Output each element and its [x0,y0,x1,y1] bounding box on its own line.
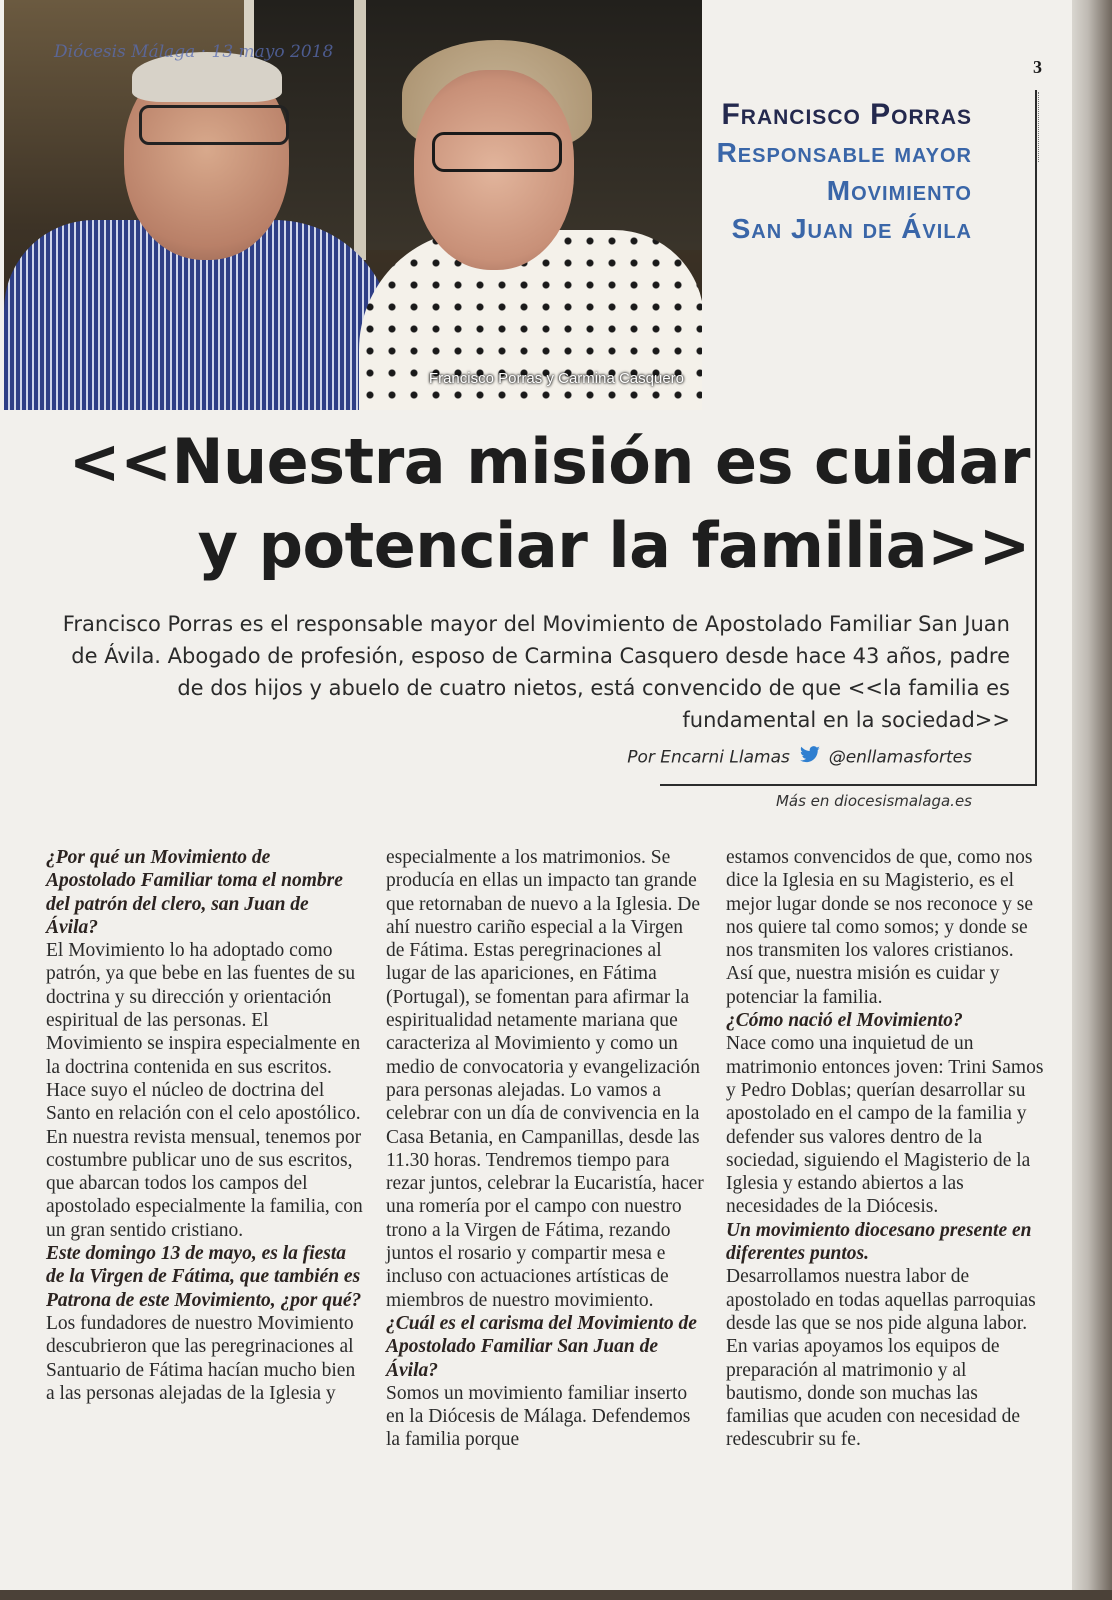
kicker-role-1: Responsable mayor [716,137,972,168]
answer-5: Desarrollamos nuestra labor de apostolado en todas aquellas parroquias desde las que se nos pide alguna labor. En varias apoyamos los equipos de preparación al matrimonio y al bautismo, donde son muchas las familias que acuden con necesidad de redescubrir su fe. [726,1266,1036,1451]
kicker-role-2: Movimiento [826,175,972,206]
frame-vertical-rule [1035,90,1037,785]
column-1 [46,846,364,1405]
headline-line-1: <<Nuestra misión es cuidar [68,425,1030,498]
photo-caption: Francisco Porras y Carmina Casquero [428,370,684,387]
frame-horizontal-rule [660,784,1037,786]
answer-4: Nace como una inquietud de un matrimonio entonces joven: Trini Samos y Pedro Doblas; querían desarrollar su apostolado en el campo de la familia y defender sus valores dentro de la sociedad, siguiendo el Magisterio de la Iglesia y estando abiertos a las necesidades de la Diócesis. [726,1033,1044,1218]
answer-2: Los fundadores de nuestro Movimiento descubrieron que las peregrinaciones al Santuario de Fátima hacían mucho bien a las personas alejadas de la Iglesia y [46,1312,356,1404]
byline [627,746,972,769]
answer-3: Somos un movimiento familiar inserto en la Diócesis de Málaga. Defendemos la familia porque [386,1382,691,1451]
page-bottom-edge [0,1590,1112,1600]
headline [50,420,1030,588]
answer-2-continued: especialmente a los matrimonios. Se producía en ellas un impacto tan grande que retornaban de nuevo a la Iglesia. De ahí nuestro cariño especial a la Virgen de Fátima. Estas peregrinaciones al lugar de las apariciones, en Fátima (Portugal), se fomentan para afirmar la espiritualidad netamente mariana que caracteriza al Movimiento y como un medio de convocatoria y evangelización para personas alejadas. Lo vamos a celebrar con un día de convivencia en la Casa Betania, en Campanillas, desde las 11.30 horas. Tendremos tiempo para rezar juntos, celebrar la Eucaristía, hacer una romería por el campo con nuestro trono a la Virgen de Fátima, rezando juntos el rosario y compartir mesa e incluso con actuaciones artísticas de miembros de nuestro movimiento. [386,847,704,1311]
page-edge [1072,0,1112,1600]
photo [4,0,702,410]
more-link[interactable]: Más en diocesismalaga.es [775,792,972,810]
question-5: Un movimiento diocesano presente en diferentes puntos. [726,1219,1032,1265]
question-1: ¿Por qué un Movimiento de Apostolado Familiar toma el nombre del patrón del clero, san Juan de Ávila? [46,847,343,938]
answer-1: El Movimiento lo ha adoptado como patrón, ya que bebe en las fuentes de su doctrina y su dirección y orientación espiritual de las personas. El Movimiento se inspira especialmente en la doctrina contenida en sus escritos. Hace suyo el núcleo de doctrina del Santo en relación con el celo apostólico. En nuestra revista mensual, tenemos por costumbre publicar uno de sus escritos, que abarcan todos los campos del apostolado especialmente la familia, con un gran sentido cristiano. [46,940,363,1241]
column-2 [386,846,704,1452]
answer-3-continued: estamos convencidos de que, como nos dice la Iglesia en su Magisterio, es el mejor lugar donde se nos reconoce y se nos quiere tal como somos; y donde se nos transmiten los valores cristianos. Así que, nuestra misión es cuidar y potenciar la familia. [726,847,1034,1008]
lede: Francisco Porras es el responsable mayor del Movimiento de Apostolado Familiar San Juan de Ávila. Abogado de profesión, esposo de Carmina Casquero desde hace 43 años, padre de dos hijos y abuelo de cuatro nietos, está convencido de que <<la familia es fundamental en la sociedad>> [62,612,1010,732]
kicker-role-3: San Juan de Ávila [731,213,972,244]
question-4: ¿Cómo nació el Movimiento? [726,1010,963,1032]
section-kicker [717,96,972,248]
photo-masthead: Diócesis Málaga · 13 mayo 2018 [54,42,334,62]
twitter-bird-icon[interactable] [799,746,821,769]
byline-author: Por Encarni Llamas [627,747,790,768]
byline-handle[interactable]: @enllamasfortes [828,747,972,768]
column-3 [726,846,1044,1452]
question-3: ¿Cuál es el carisma del Movimiento de Apostolado Familiar San Juan de Ávila? [386,1312,697,1381]
page-number: 3 [1033,57,1042,77]
question-2: Este domingo 13 de mayo, es la fiesta de la Virgen de Fátima, que también es Patrona de este Movimiento, ¿por qué? [46,1243,362,1311]
headline-line-2: y potenciar la familia>> [197,509,1030,582]
kicker-name: Francisco Porras [721,98,972,131]
